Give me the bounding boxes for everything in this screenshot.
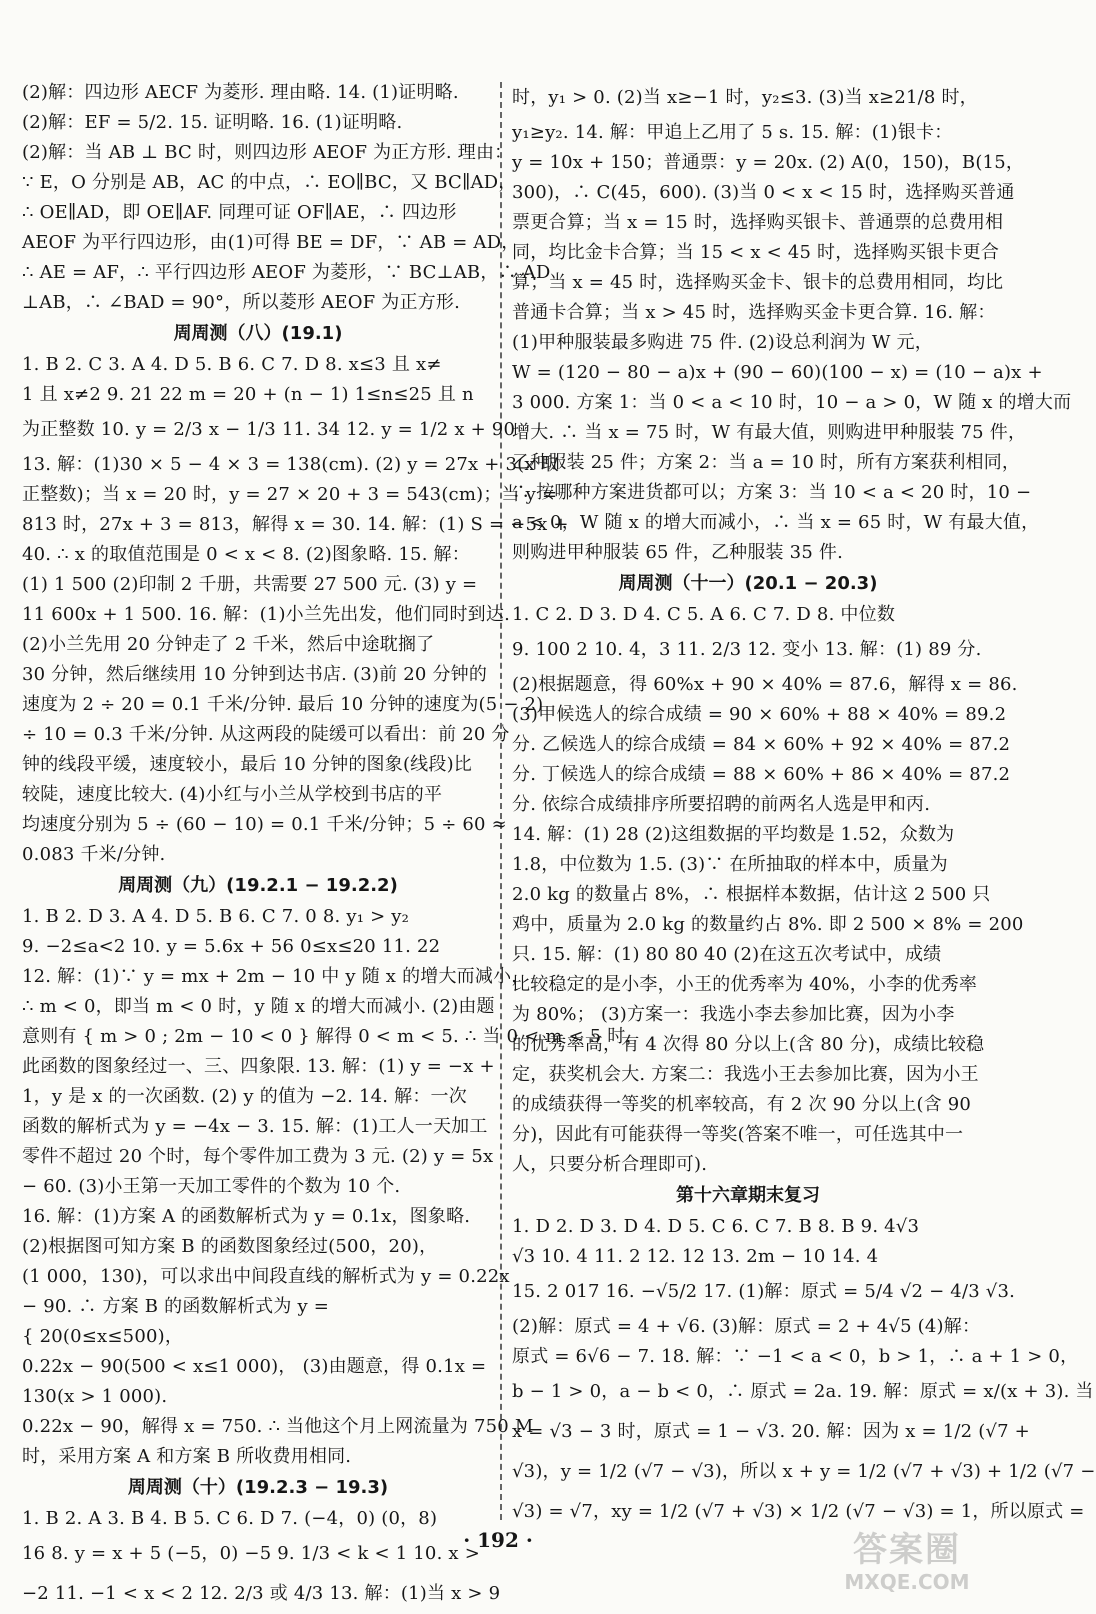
answer-line: 人，只要分析合理即可). — [512, 1154, 708, 1175]
answer-line: (2)解：原式 = 4 + √6. (3)解：原式 = 2 + 4√5 (4)解： — [512, 1316, 981, 1337]
answer-line: ⊥AB，∴ ∠BAD = 90°，所以菱形 AEOF 为正方形. — [22, 292, 460, 313]
answer-line: (1 000，130)，可以求出中间段直线的解析式为 y = 0.22x — [22, 1266, 510, 1287]
answer-line: 正整数)；当 x = 20 时，y = 27 × 20 + 3 = 543(cm)；当 y = — [22, 484, 558, 505]
answer-line: 12. 解：(1)∵ y = mx + 2m − 10 中 y 随 x 的增大而减小， — [22, 966, 530, 987]
section-heading: 周周测（十一）(20.1 − 20.3) — [618, 573, 878, 594]
answer-line: ∴ AE = AF，∴ 平行四边形 AEOF 为菱形，∵ BC⊥AB，∴ AD — [22, 262, 551, 283]
answer-line: √3) = √7，xy = 1/2 (√7 + √3) × 1/2 (√7 − √3) = 1，所以原式 = — [512, 1501, 1085, 1522]
answer-line: 同，均比金卡合算；当 15 < x < 45 时，选择购买银卡更合 — [512, 242, 1000, 263]
watermark-url: MXQE.COM — [844, 1570, 970, 1594]
column-divider — [500, 82, 502, 1520]
answer-line: 鸡中，质量为 2.0 kg 的数量约占 8%. 即 2 500 × 8% = 200 — [512, 914, 1024, 935]
answer-line: 此函数的图象经过一、三、四象限. 13. 解：(1) y = −x + — [22, 1056, 495, 1077]
answer-line: 1，y 是 x 的一次函数. (2) y 的值为 −2. 14. 解：一次 — [22, 1086, 467, 1107]
right-column — [512, 78, 1096, 1532]
answer-line: 算；当 x = 45 时，选择购买金卡、银卡的总费用相同，均比 — [512, 272, 1004, 293]
answer-line: 分. 丁候选人的综合成绩 = 88 × 60% + 86 × 40% = 87.2 — [512, 764, 1011, 785]
answer-line: 分)，因此有可能获得一等奖(答案不唯一，可任选其中一 — [512, 1124, 964, 1145]
answer-line: ∴ OE∥AD，即 OE∥AF. 同理可证 OF∥AE，∴ 四边形 — [22, 202, 457, 223]
answer-line: 1. B 2. C 3. A 4. D 5. B 6. C 7. D 8. x≤3 且 x≠ — [22, 354, 442, 375]
answer-line: 钟的线段平缓，速度较小，最后 10 分钟的图象(线段)比 — [22, 754, 472, 775]
answer-line: 13. 解：(1)30 × 5 − 4 × 3 = 138(cm). (2) y = 27x + 3(x 取 — [22, 454, 559, 475]
answer-line: 1. D 2. D 3. D 4. D 5. C 6. C 7. B 8. B 9. 4√3 — [512, 1216, 920, 1237]
watermark-logo: 答案圈 — [853, 1530, 961, 1570]
answer-line: 原式 = 6√6 − 7. 18. 解：∵ −1 < a < 0，b > 1，∴ a + 1 > 0， — [512, 1346, 1079, 1367]
answer-line: 则购进甲种服装 65 件，乙种服装 35 件. — [512, 542, 844, 563]
answer-line: 130(x > 1 000). — [22, 1386, 168, 1407]
answer-line: 0.22x − 90，解得 x = 750. ∴ 当他这个月上网流量为 750 M — [22, 1416, 534, 1437]
answer-line: 增大. ∴ 当 x = 75 时，W 有最大值，则购进甲种服装 75 件， — [512, 422, 1027, 443]
answer-line: 意则有 { m > 0 ; 2m − 10 < 0 } 解得 0 < m < 5. ∴ 当 0 < m < 5 时， — [22, 1026, 644, 1047]
answer-line: 函数的解析式为 y = −4x − 3. 15. 解：(1)工人一天加工 — [22, 1116, 488, 1137]
answer-line: { 20(0≤x≤500)， — [22, 1326, 184, 1347]
answer-line: 较陡，速度比较大. (4)小红与小兰从学校到书店的平 — [22, 784, 443, 805]
answer-line: √3 10. 4 11. 2 12. 12 13. 2m − 10 14. 4 — [512, 1246, 879, 1267]
answer-line: (2)根据图可知方案 B 的函数图象经过(500，20)， — [22, 1236, 438, 1257]
answer-line: 分. 依综合成绩排序所要招聘的前两名人选是甲和丙. — [512, 794, 931, 815]
answer-line: 为 80%； (3)方案一：我选小李去参加比赛，因为小李 — [512, 1004, 955, 1025]
answer-line: ∵ E，O 分别是 AB，AC 的中点，∴ EO∥BC，又 BC∥AD， — [22, 172, 517, 193]
answer-line: ∴ 按哪种方案进货都可以；方案 3：当 10 < a < 20 时，10 − — [512, 482, 1032, 503]
answer-line: 的优秀率高，有 4 次得 80 分以上(含 80 分)，成绩比较稳 — [512, 1034, 985, 1055]
answer-line: 15. 2 017 16. −√5/2 17. (1)解：原式 = 5/4 √2 − 4/3 √3. — [512, 1281, 1016, 1302]
answer-line: 分. 乙候选人的综合成绩 = 84 × 60% + 92 × 40% = 87.2 — [512, 734, 1011, 755]
answer-line: 0.22x − 90(500 < x≤1 000)， (3)由题意，得 0.1x = — [22, 1356, 487, 1377]
answer-line: 300)，∴ C(45，600). (3)当 0 < x < 15 时，选择购买普通 — [512, 182, 1015, 203]
answer-line: 为正整数 10. y = 2/3 x − 1/3 11. 34 12. y = 1/2 x + 90 — [22, 419, 516, 440]
answer-line: 40. ∴ x 的取值范围是 0 < x < 8. (2)图象略. 15. 解： — [22, 544, 470, 565]
answer-line: 9. −2≤a<2 10. y = 5.6x + 56 0≤x≤20 11. 22 — [22, 936, 441, 957]
answer-line: (2)根据题意，得 60%x + 90 × 40% = 87.6，解得 x = 86. — [512, 674, 1018, 695]
answer-line: 30 分钟，然后继续用 10 分钟到达书店. (3)前 20 分钟的 — [22, 664, 488, 685]
answer-line: x = √3 − 3 时，原式 = 1 − √3. 20. 解：因为 x = 1/2 (√7 + — [512, 1421, 1030, 1442]
answer-line: 比较稳定的是小李，小王的优秀率为 40%，小李的优秀率 — [512, 974, 978, 995]
answer-line: (1) 1 500 (2)印制 2 千册，共需要 27 500 元. (3) y = — [22, 574, 478, 595]
answer-line: ∴ m < 0，即当 m < 0 时，y 随 x 的增大而减小. (2)由题 — [22, 996, 495, 1017]
answer-line: y = 10x + 150；普通票：y = 20x. (2) A(0，150)，B(15， — [512, 152, 1025, 173]
answer-line: 均速度分别为 5 ÷ (60 − 10) = 0.1 千米/分钟；5 ÷ 60 ≈ — [22, 814, 507, 835]
answer-line: 零件不超过 20 个时，每个零件加工费为 3 元. (2) y = 5x — [22, 1146, 494, 1167]
section-heading: 周周测（八）(19.1) — [173, 323, 343, 344]
answer-line: − 90. ∴ 方案 B 的函数解析式为 y = — [22, 1296, 330, 1317]
answer-line: 1. B 2. A 3. B 4. B 5. C 6. D 7. (−4，0) (0，8) — [22, 1508, 438, 1529]
answer-line: 速度为 2 ÷ 20 = 0.1 千米/分钟. 最后 10 分钟的速度为(5 − 2) — [22, 694, 544, 715]
answer-line: 普通卡合算；当 x > 45 时，选择购买金卡更合算. 16. 解： — [512, 302, 996, 323]
answer-line: 只. 15. 解：(1) 80 80 40 (2)在这五次考试中，成绩 — [512, 944, 942, 965]
answer-line: (2)解：四边形 AECF 为菱形. 理由略. 14. (1)证明略. — [22, 82, 459, 103]
answer-line: 16 8. y = x + 5 (−5，0) −5 9. 1/3 < k < 1 10. x > — [22, 1543, 480, 1564]
answer-line: − 60. (3)小王第一天加工零件的个数为 10 个. — [22, 1176, 401, 1197]
answer-line: 1. B 2. D 3. A 4. D 5. B 6. C 7. 0 8. y₁ > y₂ — [22, 906, 410, 927]
section-heading: 第十六章期末复习 — [676, 1185, 820, 1206]
answer-line: W = (120 − 80 − a)x + (90 − 60)(100 − x) = (10 − a)x + — [512, 362, 1043, 383]
answer-line: 的成绩获得一等奖的机率较高，有 2 次 90 分以上(含 90 — [512, 1094, 972, 1115]
page-number: · 192 · — [463, 1528, 533, 1552]
answer-line: 11 600x + 1 500. 16. 解：(1)小兰先出发，他们同时到达. — [22, 604, 510, 625]
answer-line: 1 且 x≠2 9. 21 22 m = 20 + (n − 1) 1≤n≤25 且 n — [22, 384, 474, 405]
answer-line: 14. 解：(1) 28 (2)这组数据的平均数是 1.52，众数为 — [512, 824, 955, 845]
answer-line: 乙种服装 25 件；方案 2：当 a = 10 时，所有方案获利相同， — [512, 452, 1021, 473]
answer-line: 3 000. 方案 1：当 0 < a < 10 时，10 − a > 0，W 随 x 的增大而 — [512, 392, 1072, 413]
answer-line: 813 时，27x + 3 = 813，解得 x = 30. 14. 解：(1) S = −5x + — [22, 514, 569, 535]
section-heading: 周周测（十）(19.2.3 − 19.3) — [127, 1477, 389, 1498]
answer-line: 0.083 千米/分钟. — [22, 844, 166, 865]
answer-line: (1)甲种服装最多购进 75 件. (2)设总利润为 W 元， — [512, 332, 933, 353]
answer-line: a < 0，W 随 x 的增大而减小，∴ 当 x = 65 时，W 有最大值， — [512, 512, 1040, 533]
answer-line: 时，采用方案 A 和方案 B 所收费用相同. — [22, 1446, 352, 1467]
answer-line: 9. 100 2 10. 4，3 11. 2/3 12. 变小 13. 解：(1) 89 分. — [512, 639, 982, 660]
answer-line: 1.8，中位数为 1.5. (3)∵ 在所抽取的样本中，质量为 — [512, 854, 948, 875]
answer-line: (2)小兰先用 20 分钟走了 2 千米，然后中途耽搁了 — [22, 634, 435, 655]
answer-line: 2.0 kg 的数量占 8%，∴ 根据样本数据，估计这 2 500 只 — [512, 884, 991, 905]
answer-line: −2 11. −1 < x < 2 12. 2/3 或 4/3 13. 解：(1)当 x > 9 — [22, 1583, 501, 1604]
answer-line: ÷ 10 = 0.3 千米/分钟. 从这两段的陡缓可以看出：前 20 分 — [22, 724, 510, 745]
section-heading: 周周测（九）(19.2.1 − 19.2.2) — [118, 875, 398, 896]
answer-line: 16. 解：(1)方案 A 的函数解析式为 y = 0.1x，图象略. — [22, 1206, 471, 1227]
watermark — [832, 1530, 982, 1594]
answer-line: b − 1 > 0，a − b < 0，∴ 原式 = 2a. 19. 解：原式 = x/(x + 3). 当 — [512, 1381, 1094, 1402]
answer-line: (2)解：EF = 5/2. 15. 证明略. 16. (1)证明略. — [22, 112, 403, 133]
answer-line: 定，获奖机会大. 方案二：我选小王去参加比赛，因为小王 — [512, 1064, 979, 1085]
answer-line: AEOF 为平行四边形，由(1)可得 BE = DF，∵ AB = AD， — [22, 232, 520, 253]
answer-line: (2)解：当 AB ⊥ BC 时，则四边形 AEOF 为正方形. 理由： — [22, 142, 513, 163]
answer-line: 时，y₁ > 0. (2)当 x≥−1 时，y₂≤3. (3)当 x≥21/8 时， — [512, 87, 978, 108]
answer-line: y₁≥y₂. 14. 解：甲追上乙用了 5 s. 15. 解：(1)银卡： — [512, 122, 953, 143]
answer-line: (3)甲候选人的综合成绩 = 90 × 60% + 88 × 40% = 89.2 — [512, 704, 1007, 725]
answer-line: 票更合算；当 x = 15 时，选择购买银卡、普通票的总费用相 — [512, 212, 1004, 233]
answer-line: √3)，y = 1/2 (√7 − √3)，所以 x + y = 1/2 (√7 + √3) + 1/2 (√7 − — [512, 1461, 1096, 1482]
answer-line: 1. C 2. D 3. D 4. C 5. A 6. C 7. D 8. 中位数 — [512, 604, 896, 625]
